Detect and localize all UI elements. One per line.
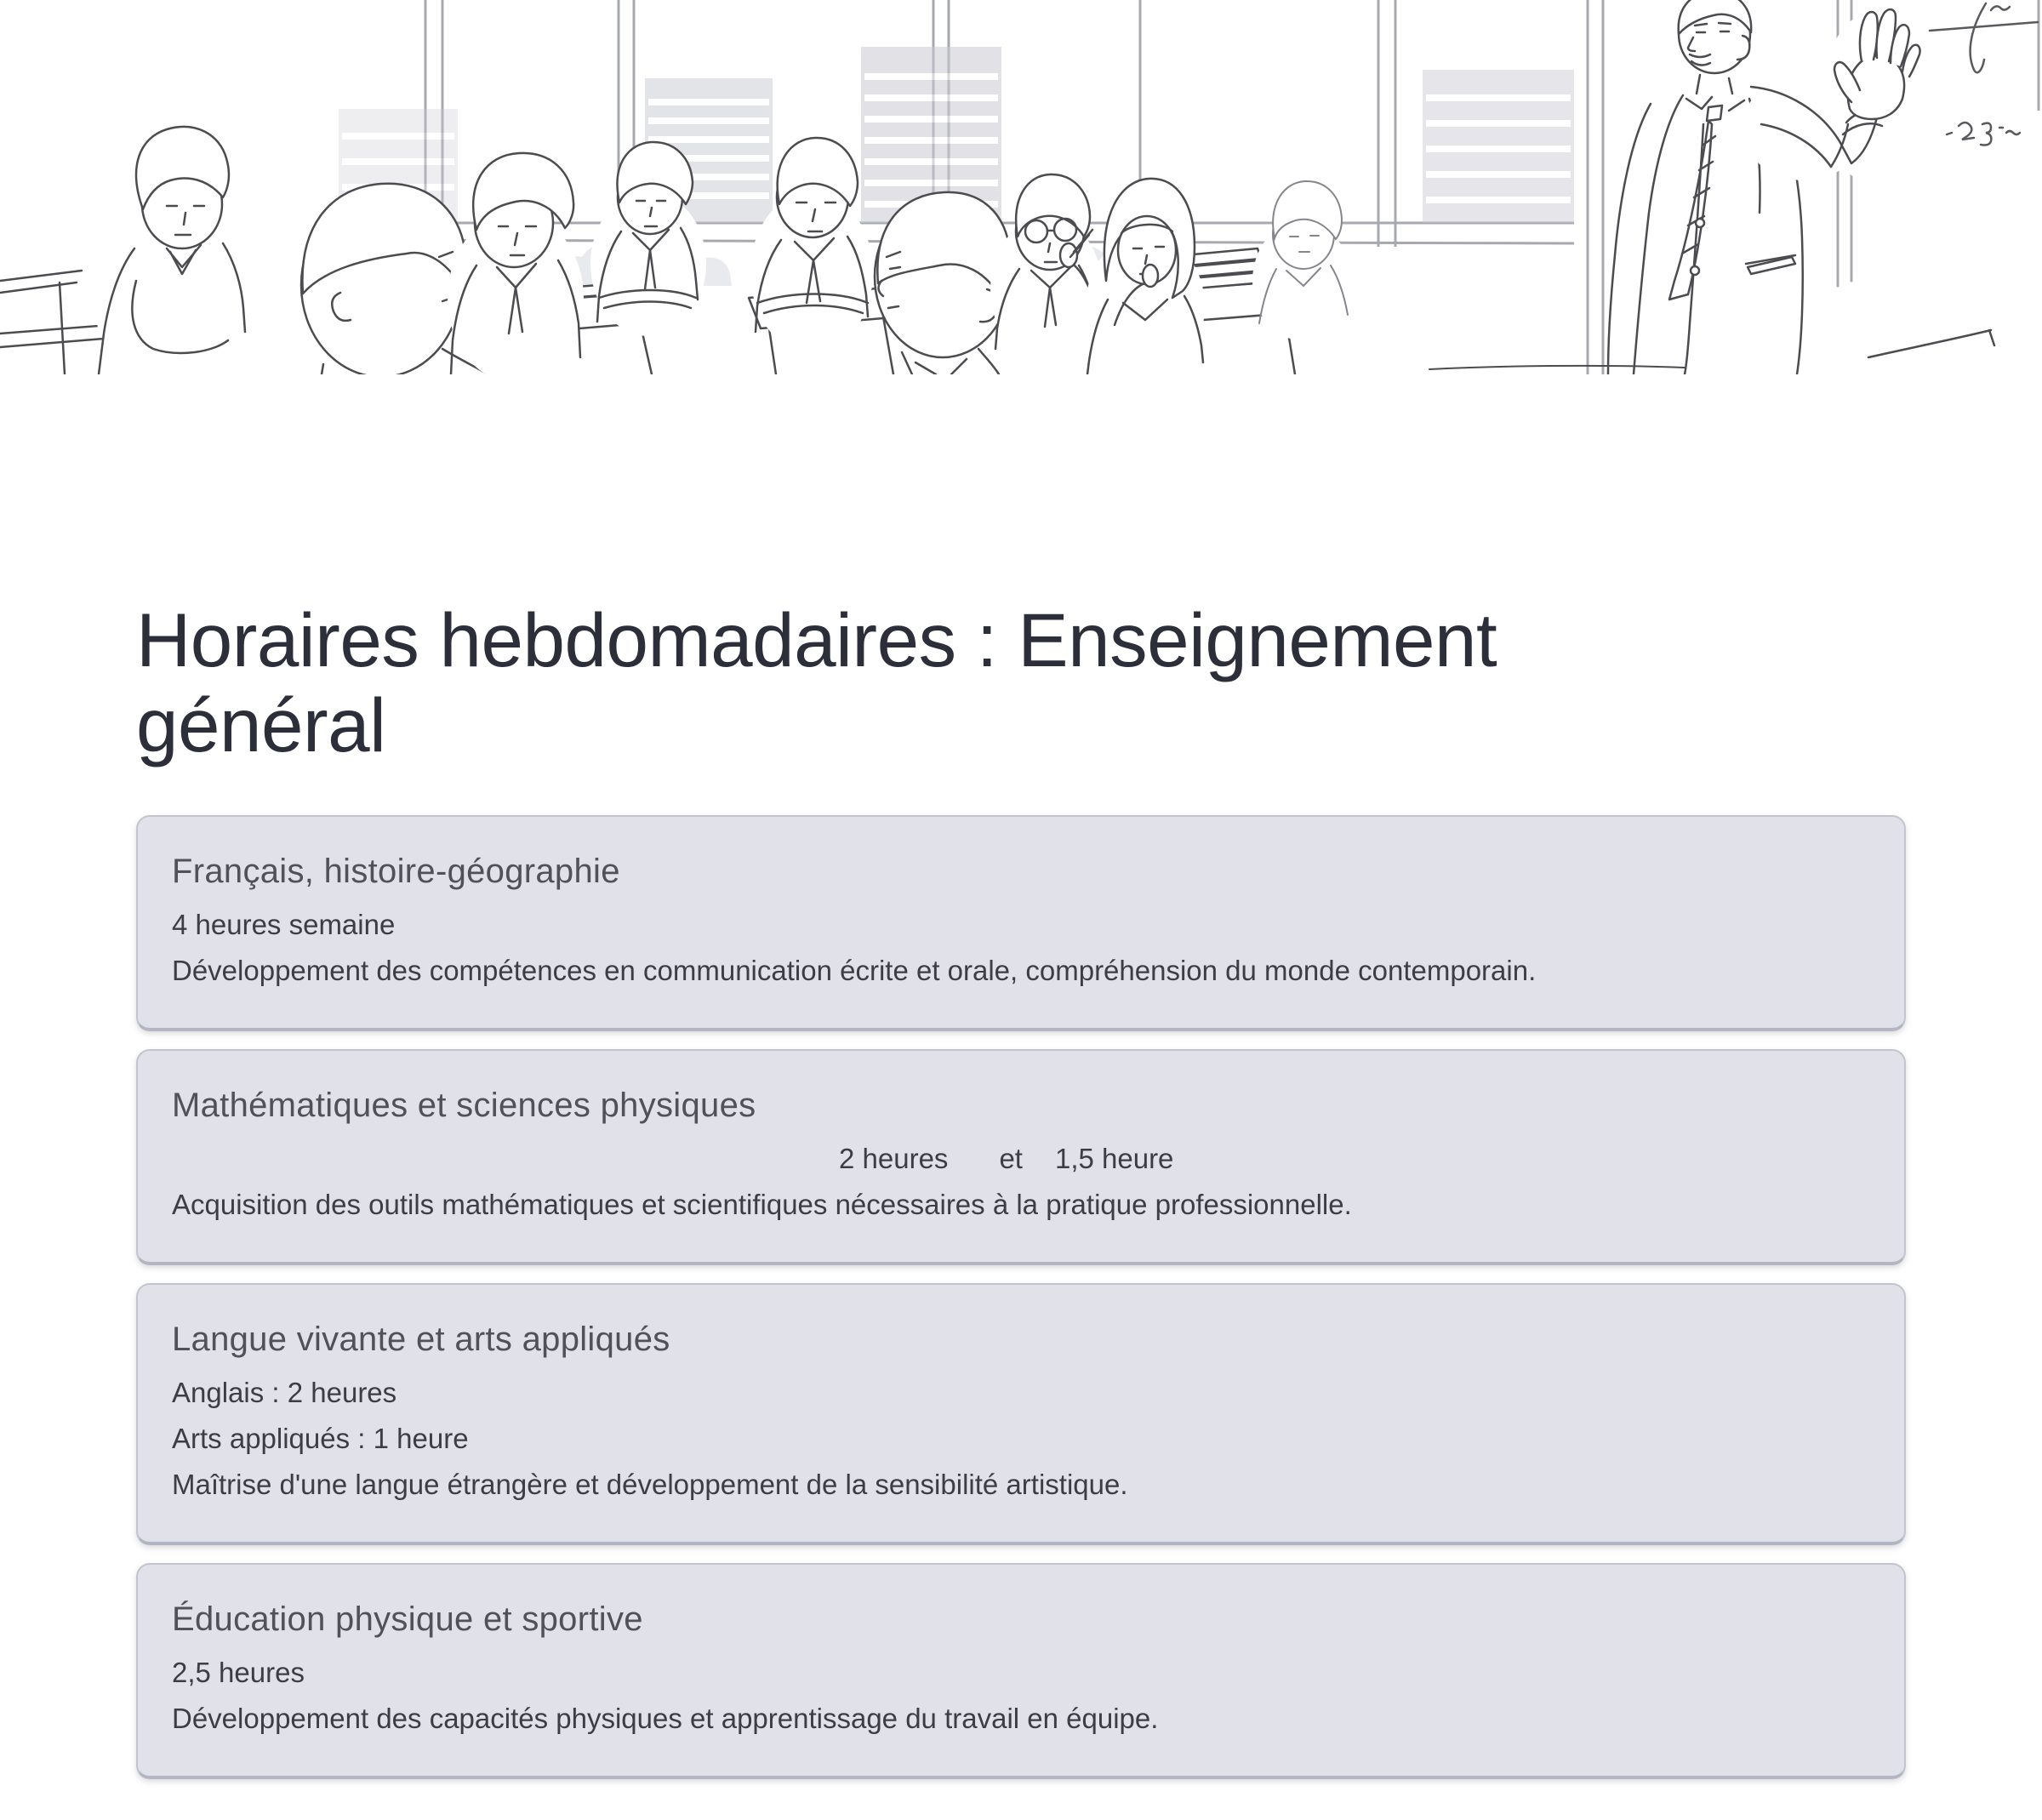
card-description: Développement des capacités physiques et apprentissage du travail en équipe. [172,1703,1159,1734]
hours-value-2: 1,5 heure [1054,1143,1174,1174]
course-card-eps [136,1563,1906,1779]
card-title: Mathématiques et sciences physiques [172,1087,756,1124]
hours-connector: et [999,1143,1023,1174]
course-card-mathematiques [136,1049,1906,1265]
card-hours-line: Anglais : 2 heures [172,1377,397,1408]
card-hours-line: 2,5 heures [172,1657,305,1688]
card-title: Langue vivante et arts appliqués [172,1321,670,1358]
card-hours-line: Arts appliqués : 1 heure [172,1423,469,1454]
main-content [136,597,1906,1779]
student-background [1252,181,1351,340]
students [94,127,1205,374]
classroom-illustration [0,0,2042,374]
card-description: Maîtrise d'une langue étrangère et développement de la sensibilité artistique. [172,1469,1128,1500]
course-card-langue-arts [136,1283,1906,1545]
card-description: Développement des compétences en communication écrite et orale, compréhension du monde contemporain. [172,955,1537,986]
card-title: Éducation physique et sportive [172,1600,643,1638]
course-card-francais [136,815,1906,1031]
card-description: Acquisition des outils mathématiques et scientifiques nécessaires à la pratique professionnelle. [172,1189,1352,1220]
whiteboard-formulas [1930,3,2038,145]
page-title: Horaires hebdomadaires : Enseignement général [136,597,1497,767]
hours-value-1: 2 heures [839,1143,949,1174]
card-title: Français, histoire-géographie [172,853,620,890]
card-hours-row [172,1136,1870,1182]
card-hours-line: 4 heures semaine [172,909,396,940]
